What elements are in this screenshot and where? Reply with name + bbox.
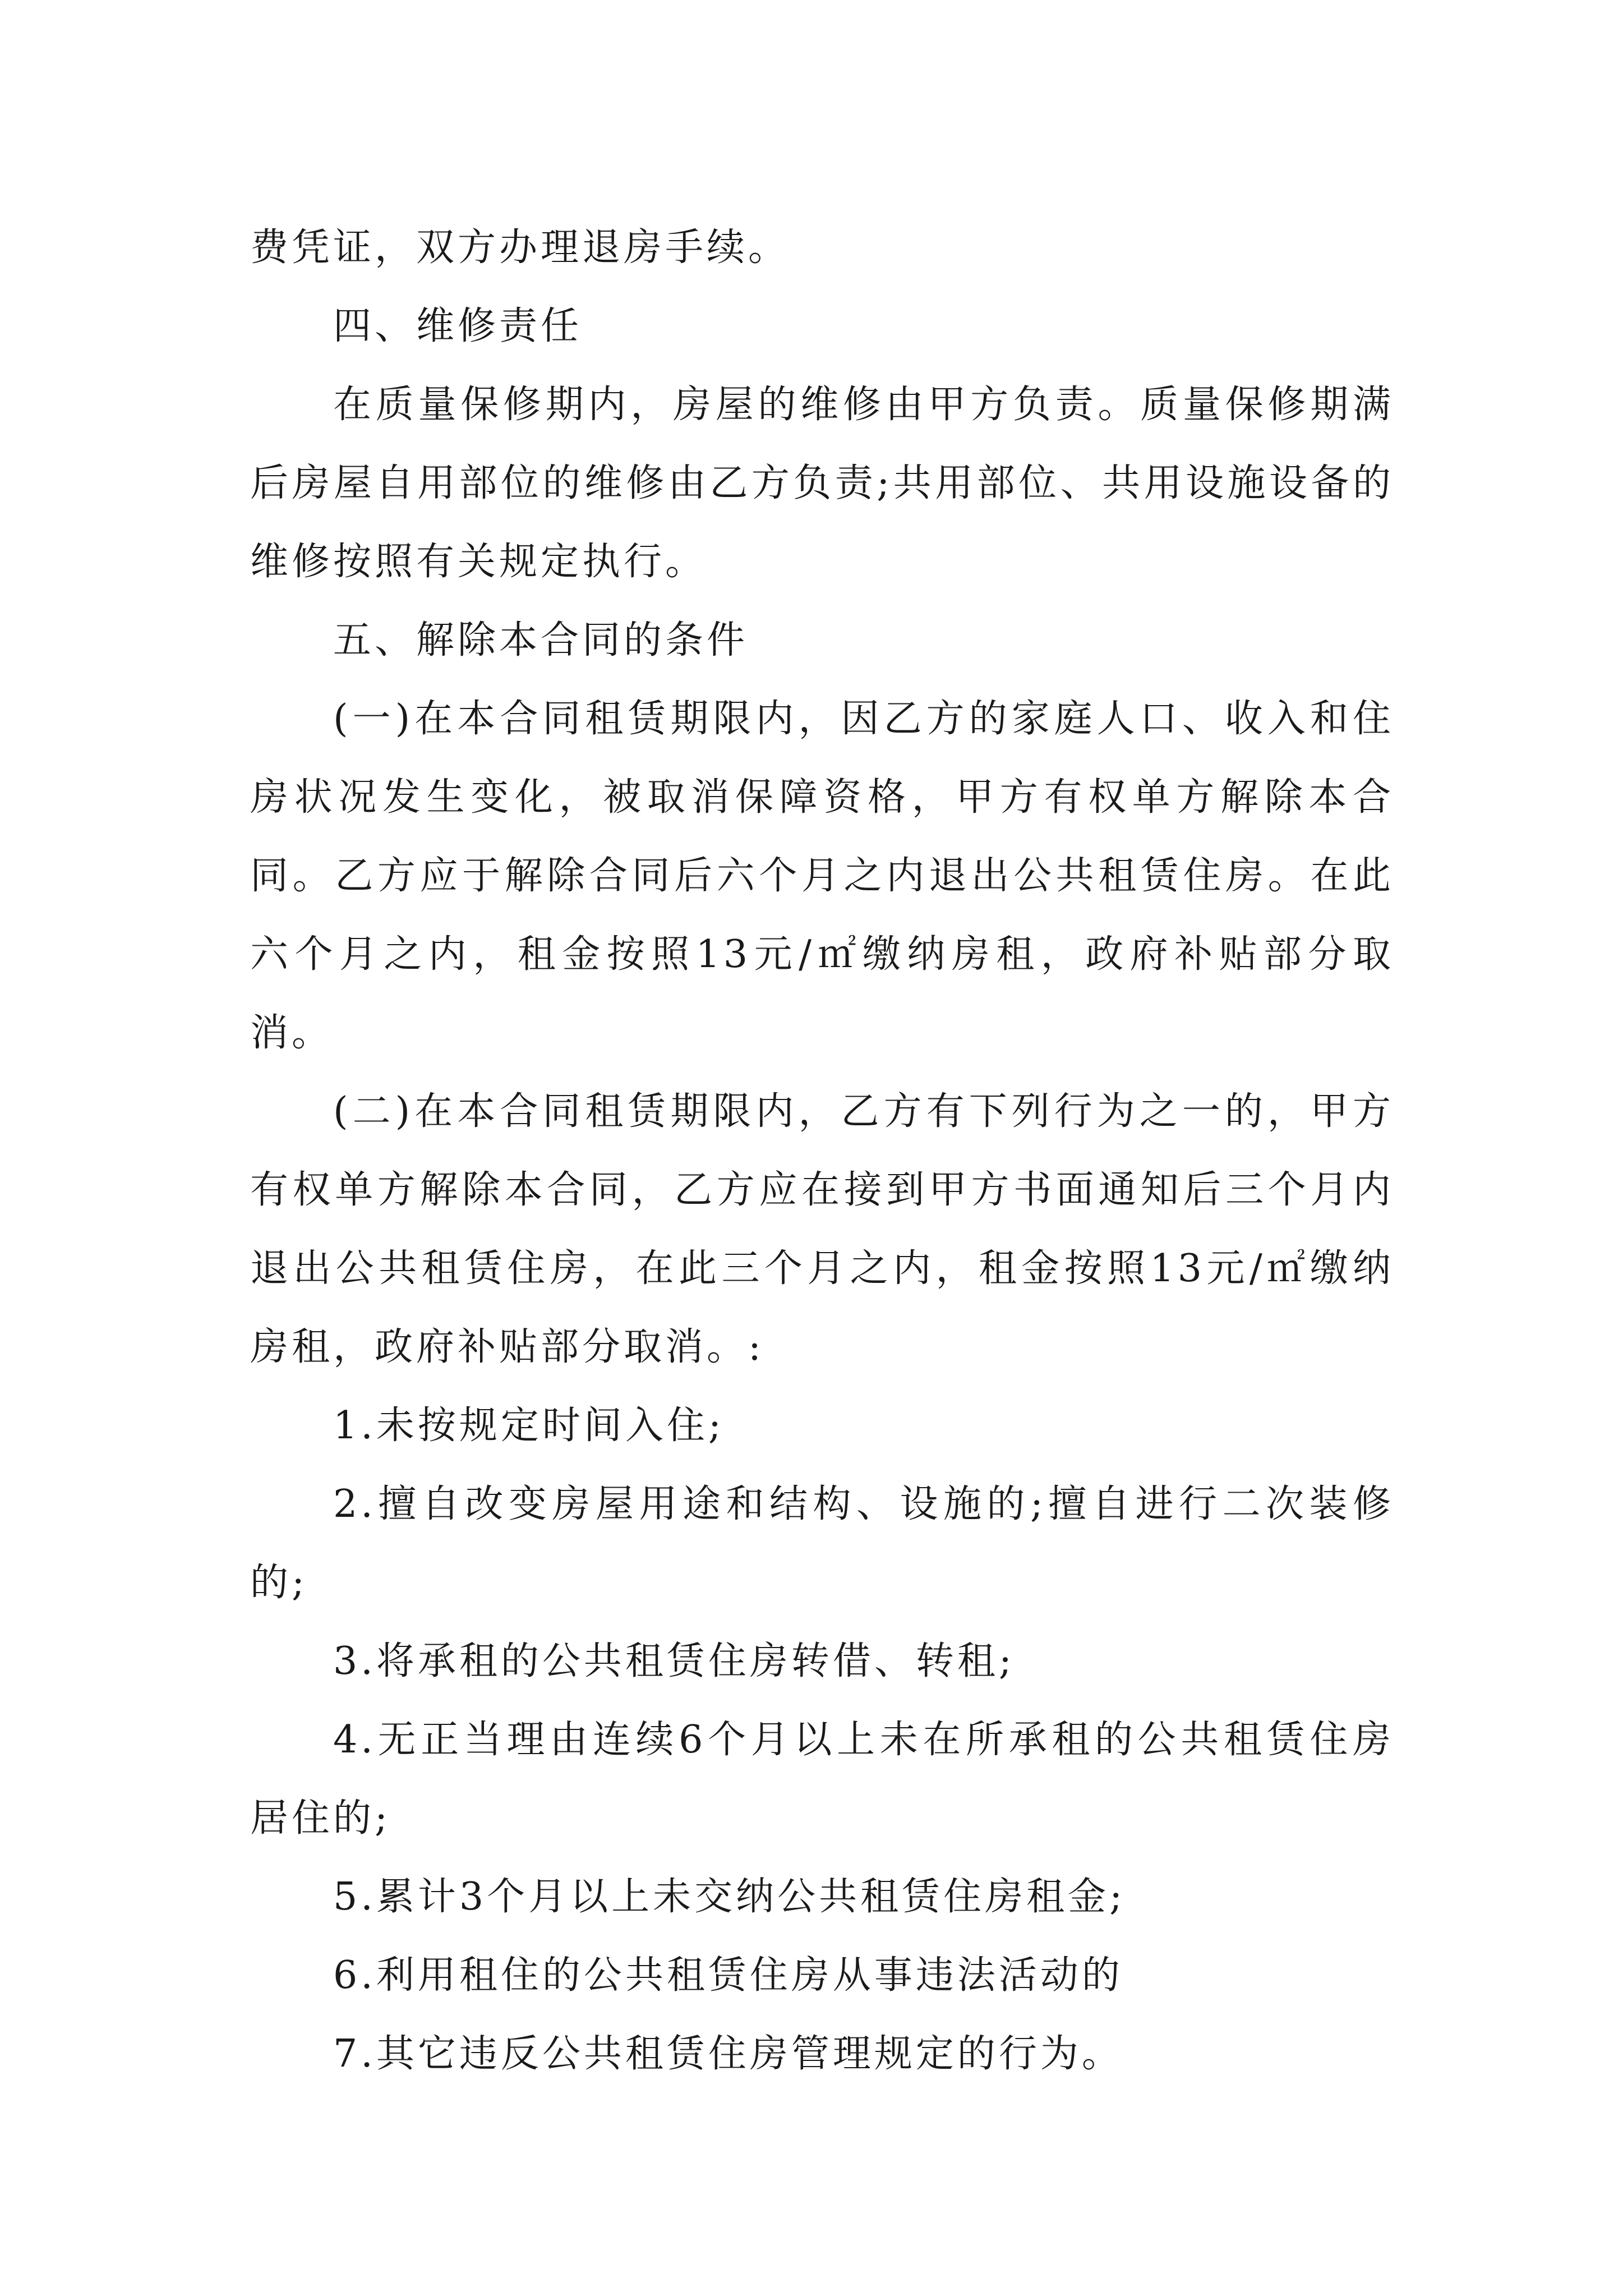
list-item-1: 1.未按规定时间入住; xyxy=(333,1404,725,1448)
list-item-7: 7.其它违反公共租赁住房管理规定的行为。 xyxy=(333,2032,1123,2076)
list-item-6: 6.利用租住的公共租赁住房从事违法活动的 xyxy=(333,1953,1123,1998)
paragraph-termination-1: (一)在本合同租赁期限内，因乙方的家庭人口、收入和住房状况发生变化，被取消保障资格，甲方有权单方解除本合同。乙方应于解除合同后六个月之内退出公共租赁住房。在此六个月之内，租金按照13元/㎡缴纳房租，政府补贴部分取消。 xyxy=(250,697,1394,1055)
list-item-4: 4.无正当理由连续6个月以上未在所承租的公共租赁住房居住的; xyxy=(250,1718,1394,1841)
section-heading-maintenance: 四、维修责任 xyxy=(333,304,583,348)
list-item-2: 2.擅自改变房屋用途和结构、设施的;擅自进行二次装修的; xyxy=(250,1482,1394,1605)
paragraph-continuation: 费凭证，双方办理退房手续。 xyxy=(250,226,790,270)
section-heading-termination: 五、解除本合同的条件 xyxy=(333,618,749,662)
paragraph-maintenance: 在质量保修期内，房屋的维修由甲方负责。质量保修期满后房屋自用部位的维修由乙方负责;共用部位、共用设施设备的维修按照有关规定执行。 xyxy=(250,383,1394,584)
list-item-3: 3.将承租的公共租赁住房转借、转租; xyxy=(333,1639,1015,1683)
list-item-5: 5.累计3个月以上未交纳公共租赁住房租金; xyxy=(333,1875,1126,1919)
document-body xyxy=(250,209,1394,2093)
paragraph-termination-2: (二)在本合同租赁期限内，乙方有下列行为之一的，甲方有权单方解除本合同，乙方应在接到甲方书面通知后三个月内退出公共租赁住房，在此三个月之内，租金按照13元/㎡缴纳房租，政府补贴部分取消。: xyxy=(250,1089,1394,1369)
